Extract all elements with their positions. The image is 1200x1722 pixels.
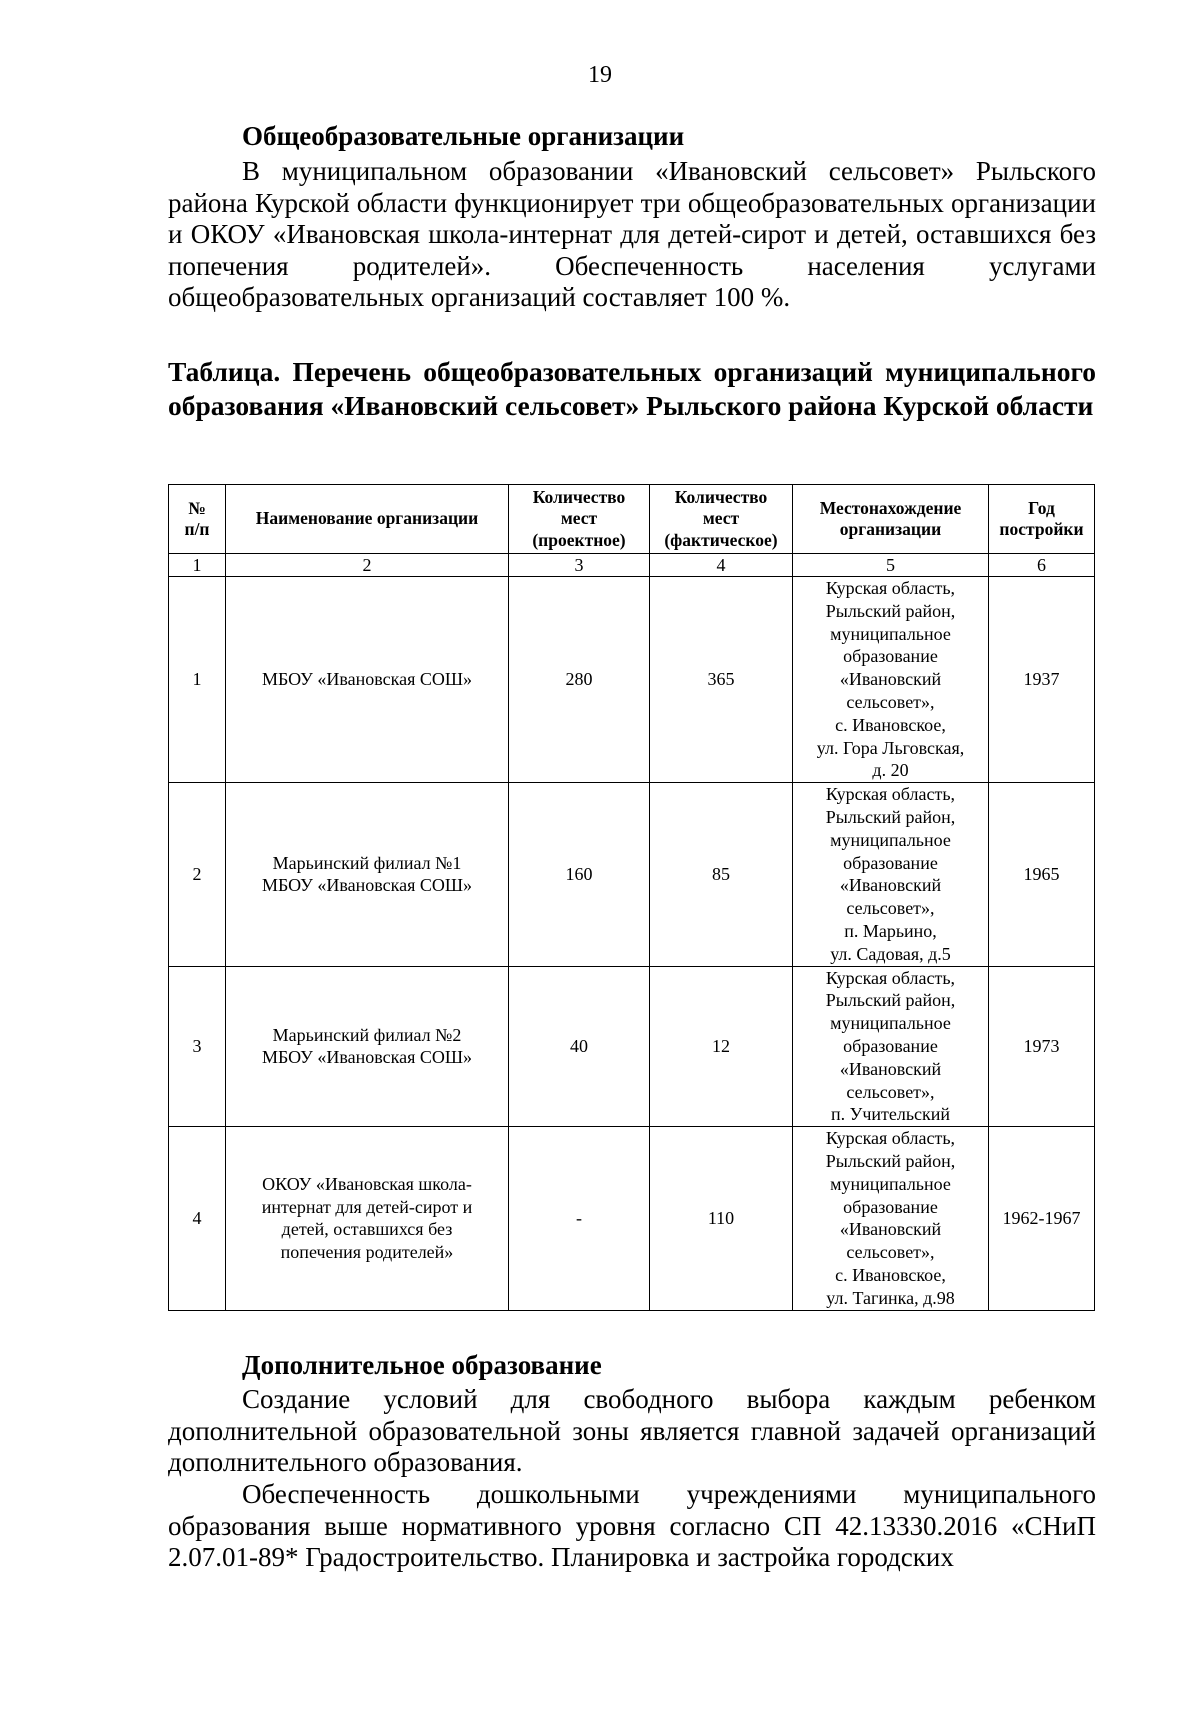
row-design-capacity: 160	[509, 783, 650, 966]
section-heading-additional-education: Дополнительное образование	[242, 1350, 602, 1380]
table-header-row	[169, 485, 1095, 554]
row-design-capacity: 280	[509, 577, 650, 783]
row-name: Марьинский филиал №2 МБОУ «Ивановская СОШ»	[226, 966, 509, 1127]
table-row	[169, 577, 1095, 783]
row-design-capacity: 40	[509, 966, 650, 1127]
column-number: 4	[650, 554, 793, 577]
table-row	[169, 1127, 1095, 1310]
schools-table	[168, 484, 1095, 1311]
row-year: 1962-1967	[989, 1127, 1095, 1310]
row-address: Курская область, Рыльский район, муниципальное образование «Ивановский сельсовет», п. Учительский	[793, 966, 989, 1127]
row-num: 4	[169, 1127, 226, 1310]
paragraph-additional-education: Создание условий для свободного выбора каждым ребенком дополнительной образовательной зоны является главной задачей организаций дополнительного образования.	[168, 1384, 1096, 1477]
header-year: Год постройки	[989, 485, 1095, 554]
row-name: ОКОУ «Ивановская школа- интернат для детей-сирот и детей, оставшихся без попечения родителей»	[226, 1127, 509, 1310]
row-year: 1937	[989, 577, 1095, 783]
row-design-capacity: -	[509, 1127, 650, 1310]
header-num: № п/п	[169, 485, 226, 554]
column-number: 6	[989, 554, 1095, 577]
page-number: 19	[588, 62, 612, 88]
table-title: Таблица. Перечень общеобразовательных организаций муниципального образования «Ивановский сельсовет» Рыльского района Курской области	[168, 356, 1096, 421]
header-location: Местонахождение организации	[793, 485, 989, 554]
header-design-capacity: Количество мест (проектное)	[509, 485, 650, 554]
row-address: Курская область, Рыльский район, муниципальное образование «Ивановский сельсовет», п. Марьино, ул. Садовая, д.5	[793, 783, 989, 966]
column-number: 2	[226, 554, 509, 577]
table-row	[169, 966, 1095, 1127]
column-number: 1	[169, 554, 226, 577]
column-number-row	[169, 554, 1095, 577]
paragraph-general-education: В муниципальном образовании «Ивановский сельсовет» Рыльского района Курской области функционирует три общеобразовательных организации и ОКОУ «Ивановская школа-интернат для детей-сирот и детей, оставшихся без попечения родителей». Обеспеченность населения услугами общеобразовательных организаций составляет 100 %.	[168, 156, 1096, 312]
row-actual-capacity: 12	[650, 966, 793, 1127]
row-name: МБОУ «Ивановская СОШ»	[226, 577, 509, 783]
table-row	[169, 783, 1095, 966]
row-year: 1965	[989, 783, 1095, 966]
row-num: 1	[169, 577, 226, 783]
row-address: Курская область, Рыльский район, муниципальное образование «Ивановский сельсовет», с. Ивановское, ул. Тагинка, д.98	[793, 1127, 989, 1310]
section-heading-general-education: Общеобразовательные организации	[242, 121, 685, 151]
row-num: 2	[169, 783, 226, 966]
row-year: 1973	[989, 966, 1095, 1127]
header-actual-capacity: Количество мест (фактическое)	[650, 485, 793, 554]
row-name: Марьинский филиал №1 МБОУ «Ивановская СОШ»	[226, 783, 509, 966]
paragraph-preschool-provision: Обеспеченность дошкольными учреждениями муниципального образования выше нормативного уровня согласно СП 42.13330.2016 «СНиП 2.07.01-89* Градостроительство. Планировка и застройка городских	[168, 1479, 1096, 1572]
row-address: Курская область, Рыльский район, муниципальное образование «Ивановский сельсовет», с. Ивановское, ул. Гора Льговская, д. 20	[793, 577, 989, 783]
row-actual-capacity: 365	[650, 577, 793, 783]
column-number: 5	[793, 554, 989, 577]
row-actual-capacity: 85	[650, 783, 793, 966]
row-actual-capacity: 110	[650, 1127, 793, 1310]
row-num: 3	[169, 966, 226, 1127]
column-number: 3	[509, 554, 650, 577]
header-name: Наименование организации	[226, 485, 509, 554]
